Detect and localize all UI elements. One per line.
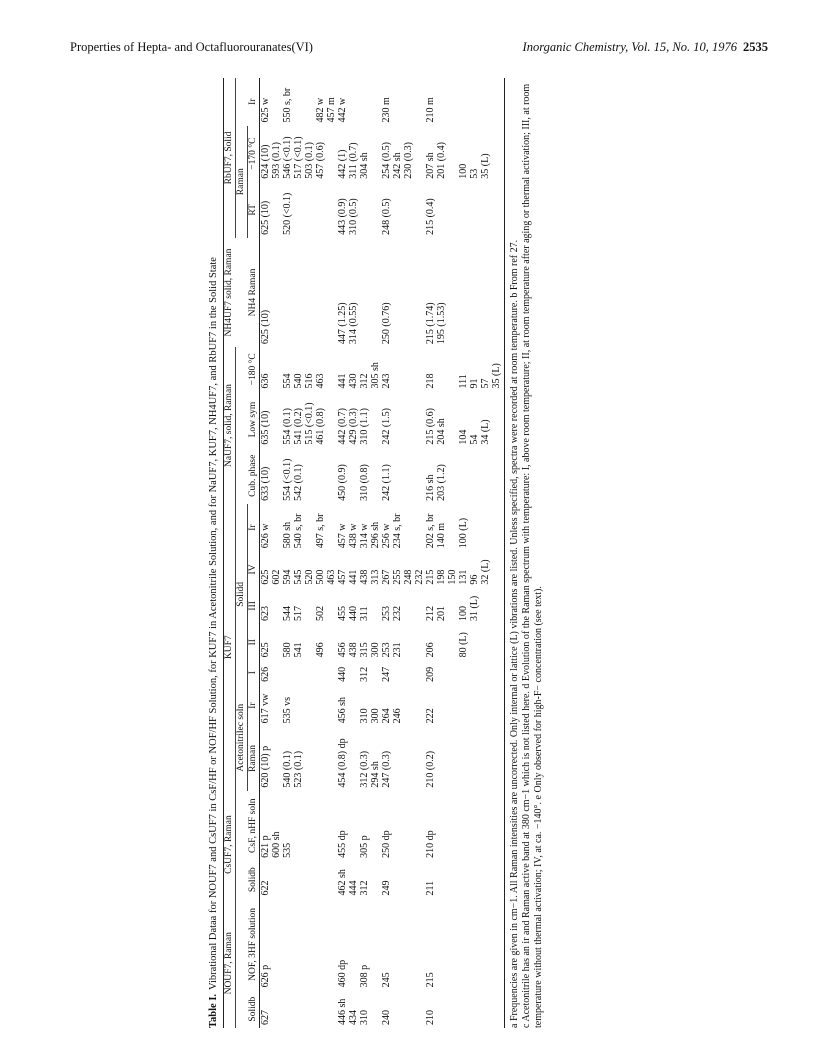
- col-header: Raman: [248, 726, 260, 790]
- group-solid: Solidd: [236, 504, 248, 685]
- table-cell: 455 440 311: [337, 606, 370, 622]
- table-row: [381, 78, 425, 1028]
- table-cell: 621 p 600 sh: [260, 831, 282, 858]
- table-cell: [315, 990, 337, 1028]
- col-header: III: [248, 588, 260, 624]
- table-cell: 520 (<0.1): [282, 192, 293, 235]
- table-cell: 446 sh 434 310: [337, 998, 370, 1025]
- table-cell: [315, 238, 337, 347]
- group-rb-raman: Raman: [236, 126, 248, 238]
- table-cell: 256 w 234 s, br: [381, 513, 403, 549]
- table-cell: 248 (0.5): [381, 198, 392, 235]
- col-header: Ir: [248, 504, 260, 551]
- table-cell: 580 sh 540 s, br: [282, 513, 304, 549]
- table-cell: 454 (0.8) dp 312 (0.3) 294 sh: [337, 738, 381, 788]
- table-cell: [315, 861, 337, 899]
- table-cell: [458, 78, 505, 126]
- group-nouf: NOUF7, Raman: [224, 899, 236, 1028]
- table-cell: 554 (<0.1) 542 (0.1): [282, 458, 304, 501]
- table-cell: 210 dp: [425, 830, 436, 858]
- col-header: Solidb: [248, 990, 260, 1028]
- table-row: [458, 78, 505, 1028]
- table-cell: 267 255 248 232: [381, 569, 425, 585]
- col-header: CsF, nHF soln: [248, 791, 260, 861]
- table-cell: 626 w: [260, 523, 271, 549]
- table-body: [260, 78, 505, 1028]
- col-header: I: [248, 660, 260, 684]
- table-footnotes: [509, 78, 545, 1028]
- table-cell: [282, 660, 315, 684]
- col-header: −180 °C: [248, 347, 260, 391]
- table-cell: [315, 448, 337, 504]
- table-cell: 104 54 34 (L): [458, 391, 505, 447]
- table-cell: 535 vs: [282, 697, 293, 724]
- group-acn: Acetonitrilec soln: [236, 685, 248, 791]
- running-title: Properties of Hepta- and Octafluorouranates(VI): [70, 40, 313, 54]
- table-cell: 626 p: [260, 964, 271, 988]
- table-cell: 247 (0.3): [381, 750, 392, 788]
- table-row: [260, 78, 283, 1028]
- table-cell: 635 (10): [260, 410, 271, 445]
- table-cell: 249: [381, 880, 392, 896]
- table-cell: [315, 726, 337, 790]
- table-cell: 627: [260, 1010, 271, 1025]
- table-cell: 463: [315, 373, 326, 389]
- col-header: Ir: [248, 685, 260, 727]
- table-cell: 462 sh 444 312: [337, 869, 370, 896]
- col-header: Ir: [248, 78, 260, 126]
- table-cell: 456 sh 310 300: [337, 697, 381, 724]
- table-cell: 210: [425, 1010, 436, 1025]
- table-cell: [458, 861, 505, 899]
- table-cell: 554 540 516: [282, 373, 315, 389]
- table-cell: 457 (0.6): [315, 142, 326, 179]
- table-cell: [458, 182, 505, 238]
- col-header: −170 °C: [248, 126, 260, 182]
- table-cell: 442 (1) 311 (0.7) 304 sh: [337, 142, 370, 179]
- table-cell: [458, 990, 505, 1028]
- table-cell: 440 312: [337, 666, 370, 682]
- table-cell: 441 430 312 305 sh: [337, 362, 381, 389]
- table-cell: 625 w: [260, 97, 271, 123]
- col-header: IV: [248, 551, 260, 587]
- table-cell: [458, 660, 505, 684]
- table-cell: 222: [425, 708, 436, 724]
- table-cell: 253 232: [381, 606, 403, 622]
- table-cell: 625 602: [260, 569, 282, 585]
- table-row: [315, 78, 337, 1028]
- table-cell: 230 m: [381, 97, 392, 123]
- table-cell: 210 (0.2): [425, 750, 436, 788]
- table-cell: 540 (0.1) 523 (0.1): [282, 750, 304, 788]
- table-cell: 240: [381, 1010, 392, 1025]
- table-cell: 497 s, br: [315, 513, 326, 549]
- col-header: Solidb: [248, 861, 260, 899]
- table-cell: [282, 899, 315, 991]
- table-cell: 460 dp 308 p: [337, 959, 370, 988]
- group-csuf: CsUF7, Raman: [224, 791, 236, 899]
- table-cell: 624 (10) 593 (0.1): [260, 142, 282, 179]
- column-headers: [248, 78, 260, 1028]
- table-cell: 447 (1.25) 314 (0.55): [337, 302, 359, 345]
- table-cell: 216 sh 203 (1.2): [425, 464, 447, 501]
- page-header: [70, 40, 768, 60]
- table-cell: 264 246: [381, 708, 403, 724]
- table-cell: 100 (L): [458, 504, 505, 551]
- table-cell: 625 (10): [260, 200, 271, 235]
- table-cell: 100 53 35 (L): [458, 126, 505, 182]
- footnote: a Frequencies are given in cm−1. All Raman intensities are uncorrected. Only internal or lattice (L) vibrations are listed. Unless specified, spectra were recorded at room temperature. b From ref 27.: [509, 239, 520, 1028]
- table-cell: 496: [315, 642, 326, 658]
- table-label: Table I.: [208, 993, 219, 1028]
- table-cell: 247: [381, 666, 392, 682]
- table-cell: 207 sh 201 (0.4): [425, 142, 447, 179]
- table-cell: 450 (0.9) 310 (0.8): [337, 464, 370, 501]
- table-cell: [315, 685, 337, 727]
- table-cell: 245: [381, 972, 392, 988]
- table-cell: 625: [260, 642, 271, 658]
- journal-citation: [523, 40, 768, 55]
- table-cell: [458, 238, 505, 347]
- table-cell: 500 463: [315, 569, 337, 585]
- col-header: RT: [248, 182, 260, 238]
- table-cell: 457 441 438 313: [337, 569, 381, 585]
- table-cell: 636: [260, 373, 271, 389]
- table-cell: 550 s, br: [282, 87, 293, 123]
- table-cell: 625 (10): [260, 309, 271, 345]
- table-cell: [315, 182, 337, 238]
- table-cell: [282, 861, 315, 899]
- table-cell: 633 (10): [260, 466, 271, 501]
- table-cell: 131 96 32 (L): [458, 551, 505, 587]
- table-cell: 457 w 438 w 314 w 296 sh: [337, 521, 381, 549]
- table-cell: [458, 899, 505, 991]
- table-cell: 554 (0.1) 541 (0.2) 515 (<0.1): [282, 402, 315, 445]
- table-cell: 211: [425, 880, 436, 896]
- page-number: 2535: [743, 40, 768, 54]
- table-cell: [458, 685, 505, 727]
- col-header: Low sym: [248, 391, 260, 447]
- table-cell: 620 (10) p: [260, 745, 271, 788]
- table-cell: 580 541: [282, 642, 304, 658]
- table-cell: [458, 726, 505, 790]
- table-cell: 253 231: [381, 642, 403, 658]
- table-cell: 206: [425, 642, 436, 658]
- table-cell: 215 198 150: [425, 569, 458, 585]
- table-cell: 594 545 520: [282, 569, 315, 585]
- table-cell: 215: [425, 972, 436, 988]
- table-cell: [282, 990, 315, 1028]
- table-cell: 202 s, br 140 m: [425, 513, 447, 549]
- table-cell: 250 dp: [381, 830, 392, 858]
- table-cell: 100 31 (L): [458, 588, 505, 624]
- journal-name: Inorganic Chemistry, Vol. 15, No. 10, 1976: [522, 40, 737, 54]
- table-row: [282, 78, 315, 1028]
- table-cell: 242 (1.1): [381, 464, 392, 501]
- table-cell: [315, 899, 337, 991]
- table-cell: 544 517: [282, 606, 304, 622]
- table-cell: 254 (0.5) 242 sh 230 (0.3): [381, 142, 414, 179]
- table-cell: 617 vw: [260, 693, 271, 724]
- table-cell: 622: [260, 880, 271, 896]
- table-cell: 215 (1.74) 195 (1.53): [425, 302, 447, 345]
- table-cell: 456 438 315 300: [337, 642, 381, 658]
- table-cell: [282, 238, 315, 347]
- col-header: NOF, 3HF solution: [248, 899, 260, 991]
- table-cell: 546 (<0.1) 517 (<0.1) 503 (0.1): [282, 136, 315, 179]
- table-cell: 626: [260, 666, 271, 682]
- group-nauf: NaUF7, solid, Raman: [224, 347, 236, 504]
- table-cell: 443 (0.9) 310 (0.5): [337, 198, 359, 235]
- table-cell: [458, 791, 505, 861]
- table-cell: [315, 660, 337, 684]
- group-nh4: NH4UF7 solid, Raman: [224, 238, 248, 347]
- group-kuf: KUF7: [224, 504, 236, 791]
- table-cell: 209: [425, 666, 436, 682]
- table-cell: 455 dp 305 p: [337, 830, 370, 858]
- table-cell: 210 m: [425, 97, 436, 123]
- table-cell: 215 (0.6) 204 sh: [425, 408, 447, 445]
- table-cell: 442 w: [337, 97, 348, 123]
- table-row: [337, 78, 381, 1028]
- footnote: c Acetonitrile has an ir and Raman active band at 380 cm−1 which is not listed here. d Evolution of the Raman spectrum with temperature: I, above room temperature; II, at room temperature after aging or thermal activation; III, at room temperature without thermal activation; IV, at ca. −140°. e Only observed for high-F− concentration (see text).: [521, 83, 544, 1028]
- table-cell: 218: [425, 373, 436, 389]
- col-header: NH4 Raman: [248, 238, 260, 347]
- group-rbuf: RbUF7, Solid: [224, 78, 236, 238]
- table-cell: 623: [260, 606, 271, 622]
- table-cell: 111 91 57 35 (L): [458, 347, 505, 391]
- table-cell: 215 (0.4): [425, 198, 436, 235]
- table-cell: 242 (1.5): [381, 408, 392, 445]
- rotated-table-region: [208, 78, 608, 1028]
- table-cell: 80 (L): [458, 624, 505, 660]
- table-cell: 442 (0.7) 429 (0.3) 310 (1.1): [337, 408, 370, 445]
- table-cell: [458, 448, 505, 504]
- table-cell: [315, 791, 337, 861]
- table-cell: 250 (0.76): [381, 302, 392, 345]
- table-caption: [208, 78, 219, 1028]
- table-cell: 535: [282, 842, 293, 858]
- col-header: Cub. phase: [248, 448, 260, 504]
- table-cell: 482 w 457 m: [315, 97, 337, 123]
- table-caption-text: Vibrational Dataa for NOUF7 and CsUF7 in CsF/HF or NOF/HF Solution, for KUF7 in Acetonitrile Solution, and for NaUF7, KUF7, NH4UF7, and RbUF7 in the Solid State: [208, 257, 219, 990]
- table-cell: 243: [381, 373, 392, 389]
- vibrational-data-table: [223, 78, 505, 1028]
- table-cell: 212 201: [425, 606, 447, 622]
- table-cell: 461 (0.8): [315, 408, 326, 445]
- col-header: II: [248, 624, 260, 660]
- table-cell: 502: [315, 606, 326, 622]
- table-row: [425, 78, 458, 1028]
